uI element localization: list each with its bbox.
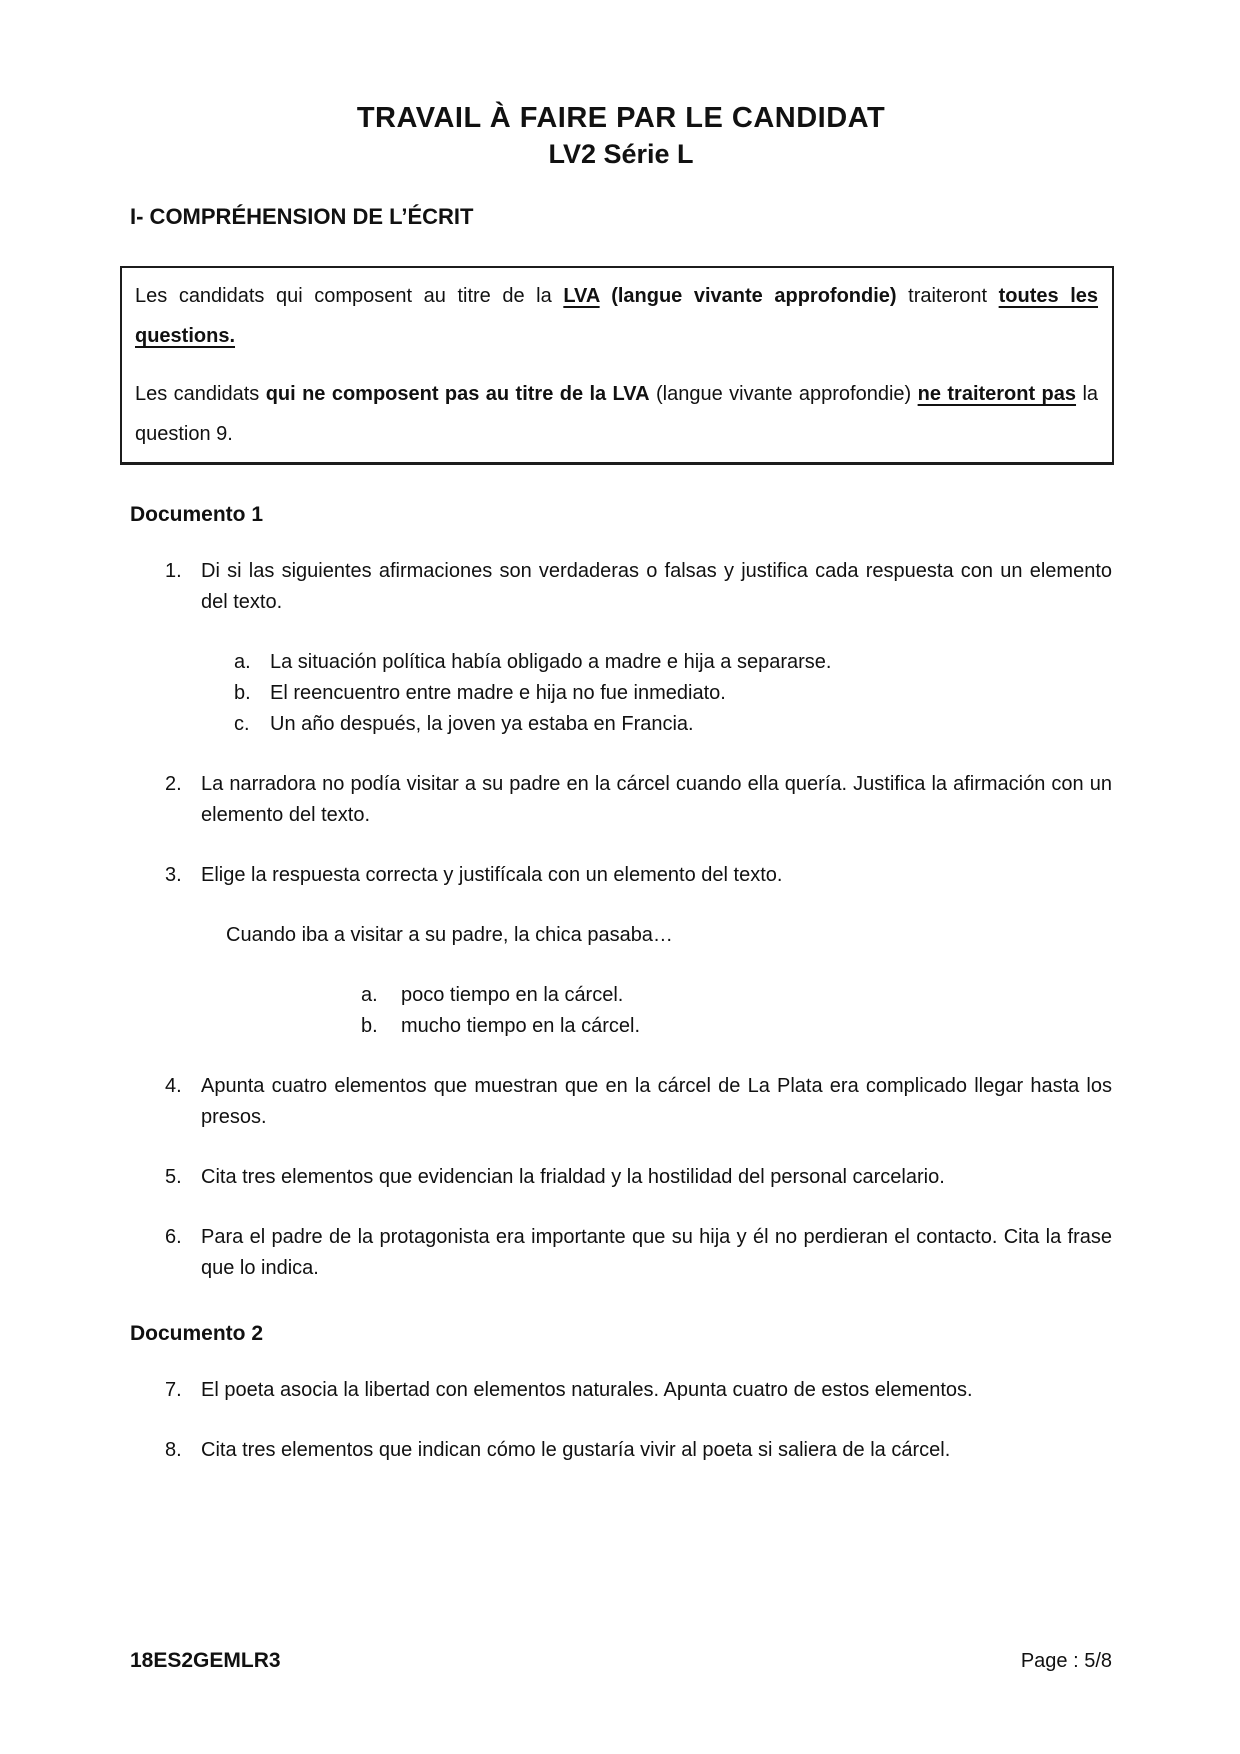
page-subtitle: LV2 Série L [548,139,694,169]
notice-text-segment: Les candidats qui composent au titre de la [135,285,564,307]
question-number: 2. [165,773,182,795]
question [165,556,1112,740]
question-body [201,1162,1112,1193]
document-heading: Documento 2 [130,1322,264,1345]
question [165,1435,1112,1466]
notice-text-segment: la question 9. [135,383,1099,445]
question-list [130,1375,1112,1466]
notice-text-segment: qui ne composent pas au titre de la LVA [265,383,650,405]
page-content [130,0,1112,1495]
question-number: 7. [165,1379,182,1401]
subitem [234,647,1112,678]
question-text: Para el padre de la protagonista era importante que su hija y él no perdieran el contacto. Cita la frase que lo indica. [201,1226,1112,1279]
question-text: El poeta asocia la libertad con elementos naturales. Apunta cuatro de estos elementos. [201,1379,973,1401]
notice-paragraph [135,374,1098,454]
question-text: Elige la respuesta correcta y justifícala con un elemento del texto. [201,864,783,886]
title-block [130,100,1112,172]
subitem-label: a. [234,651,251,673]
documents-root [130,502,1112,1466]
exam-code: 18ES2GEMLR3 [130,1649,281,1672]
question-body [201,769,1112,831]
question [165,860,1112,1042]
page-number: Page : 5/8 [1020,1650,1112,1672]
question [165,769,1112,831]
notice-box [120,266,1114,465]
question-text: La narradora no podía visitar a su padre en la cárcel cuando ella quería. Justifica la afirmación con un elemento del texto. [201,773,1112,826]
question [165,1375,1112,1406]
question-body [201,1375,1112,1406]
page-title: TRAVAIL À FAIRE PAR LE CANDIDAT [356,102,886,134]
option-item [361,1011,1112,1042]
question-number: 8. [165,1439,182,1461]
notice-text-segment: traiteront [896,285,999,307]
subitem-text: La situación política había obligado a madre e hija a separarse. [270,651,832,673]
option-text: poco tiempo en la cárcel. [401,984,624,1006]
subitem-text: El reencuentro entre madre e hija no fue inmediato. [270,682,726,704]
notice-text-segment: ne traiteront pas [917,383,1077,405]
question-number: 4. [165,1075,182,1097]
option-label: b. [361,1015,378,1037]
question [165,1222,1112,1284]
question [165,1162,1112,1193]
option-text: mucho tiempo en la cárcel. [401,1015,641,1037]
notice-paragraph [135,276,1098,356]
question [165,1071,1112,1133]
subitem [234,709,1112,740]
option-item [361,980,1112,1011]
subitem [234,678,1112,709]
question-number: 6. [165,1226,182,1248]
subitem-text: Un año después, la joven ya estaba en Francia. [270,713,694,735]
question-body [201,860,1112,1042]
question-body [201,1222,1112,1284]
document-heading: Documento 1 [130,503,264,526]
section-heading: I- COMPRÉHENSION DE L’ÉCRIT [130,204,474,229]
notice-text-segment: Les candidats [135,383,266,405]
subitem-label: b. [234,682,251,704]
question-number: 3. [165,864,182,886]
question-body [201,1071,1112,1133]
question-intro: Cuando iba a visitar a su padre, la chica pasaba… [226,924,673,946]
question-number: 5. [165,1166,182,1188]
question-text: Cita tres elementos que indican cómo le gustaría vivir al poeta si saliera de la cárcel. [201,1439,951,1461]
question-number: 1. [165,560,182,582]
notice-text-segment: (langue vivante approfondie) [649,383,918,405]
subitem-list [234,647,1112,740]
notice-text-segment: toutes les questions. [135,285,1099,347]
question-body [201,556,1112,740]
question-list [130,556,1112,1284]
notice-text-segment: (langue vivante approfondie) [599,285,897,307]
question-text: Apunta cuatro elementos que muestran que en la cárcel de La Plata era complicado llegar hasta los presos. [201,1075,1112,1128]
page-footer [130,1648,1112,1674]
option-label: a. [361,984,378,1006]
question-text: Cita tres elementos que evidencian la frialdad y la hostilidad del personal carcelario. [201,1166,945,1188]
option-list [361,980,1112,1042]
subitem-label: c. [234,713,250,735]
question-body [201,1435,1112,1466]
question-text: Di si las siguientes afirmaciones son verdaderas o falsas y justifica cada respuesta con un elemento del texto. [201,560,1112,613]
notice-text-segment: LVA [563,285,600,307]
